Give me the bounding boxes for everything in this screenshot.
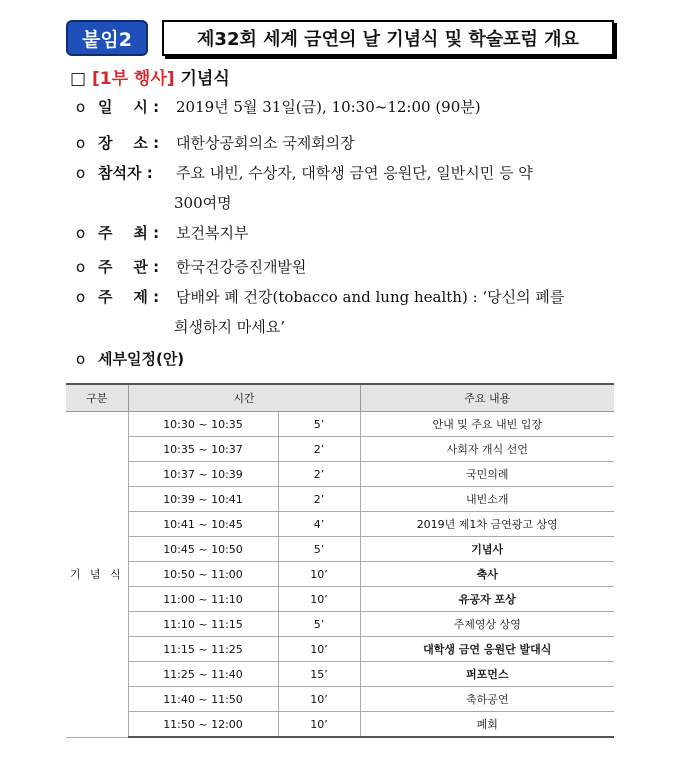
content-cell: 폐회 (360, 712, 614, 738)
table-row (66, 537, 614, 562)
table-row (66, 412, 614, 437)
content-cell: 주제영상 상영 (360, 612, 614, 637)
item-label: 장 소 : (98, 134, 160, 152)
schedule-heading (76, 348, 184, 369)
table-header-row (66, 384, 614, 412)
document-header (66, 14, 614, 58)
overview-item (76, 162, 533, 184)
item-value-continued: 300여명 (174, 194, 232, 212)
overview-item (76, 256, 306, 278)
bullet-icon: o (76, 350, 86, 368)
table-row (66, 562, 614, 587)
item-value: 주요 내빈, 수상자, 대학생 금연 응원단, 일반시민 등 약 (176, 164, 533, 182)
time-cell: 10:35 ~ 10:37 (128, 437, 278, 462)
group-label: 기 념 식 (66, 412, 128, 738)
item-value-continued: 희생하지 마세요’ (174, 318, 285, 336)
document-title: 제32회 세계 금연의 날 기념식 및 학술포럼 개요 (162, 20, 614, 56)
time-cell: 11:15 ~ 11:25 (128, 637, 278, 662)
time-cell: 10:30 ~ 10:35 (128, 412, 278, 437)
item-value: 2019년 5월 31일(금), 10:30~12:00 (90분) (176, 98, 481, 116)
duration-cell: 2’ (278, 487, 360, 512)
duration-cell: 10’ (278, 687, 360, 712)
duration-cell: 5’ (278, 412, 360, 437)
item-label: 주 관 : (98, 258, 160, 276)
table-row (66, 712, 614, 738)
item-label: 주 최 : (98, 224, 160, 242)
content-cell: 기념사 (360, 537, 614, 562)
content-cell: 안내 및 주요 내빈 입장 (360, 412, 614, 437)
table-row (66, 612, 614, 637)
overview-item (76, 286, 564, 308)
duration-cell: 10’ (278, 637, 360, 662)
bullet-icon: o (76, 164, 86, 182)
content-cell: 유공자 포상 (360, 587, 614, 612)
duration-cell: 10’ (278, 562, 360, 587)
time-cell: 11:40 ~ 11:50 (128, 687, 278, 712)
item-value: 한국건강증진개발원 (176, 258, 307, 276)
content-cell: 국민의례 (360, 462, 614, 487)
overview-item (76, 132, 355, 154)
duration-cell: 5’ (278, 612, 360, 637)
table-row (66, 512, 614, 537)
table-row (66, 437, 614, 462)
overview-item (76, 96, 481, 118)
duration-cell: 5’ (278, 537, 360, 562)
time-cell: 10:41 ~ 10:45 (128, 512, 278, 537)
content-cell: 사회자 개식 선언 (360, 437, 614, 462)
item-value: 담배와 폐 건강(tobacco and lung health) : ‘당신의 폐를 (176, 288, 565, 306)
item-label: 주 제 : (98, 288, 160, 306)
content-cell: 축하공연 (360, 687, 614, 712)
checkbox-icon: □ (70, 69, 87, 89)
schedule-title: 세부일정(안) (98, 350, 185, 368)
time-cell: 10:39 ~ 10:41 (128, 487, 278, 512)
bullet-icon: o (76, 258, 86, 276)
content-cell: 대학생 금연 응원단 발대식 (360, 637, 614, 662)
table-row (66, 462, 614, 487)
overview-item (76, 222, 248, 244)
item-label: 참석자 : (98, 164, 153, 182)
bullet-icon: o (76, 98, 86, 116)
header-time: 시간 (128, 384, 360, 412)
content-cell: 내빈소개 (360, 487, 614, 512)
duration-cell: 2’ (278, 437, 360, 462)
content-cell: 2019년 제1차 금연광고 상영 (360, 512, 614, 537)
item-value: 대한상공회의소 국제회의장 (176, 134, 355, 152)
bullet-icon: o (76, 224, 86, 242)
duration-cell: 10’ (278, 587, 360, 612)
item-label: 일 시 : (98, 98, 160, 116)
section-heading (70, 64, 230, 89)
item-value: 보건복지부 (176, 224, 249, 242)
header-content: 주요 내용 (360, 384, 614, 412)
bullet-icon: o (76, 288, 86, 306)
table-row (66, 687, 614, 712)
duration-cell: 10’ (278, 712, 360, 738)
section-part-label: [1부 행사] (91, 69, 175, 89)
time-cell: 10:37 ~ 10:39 (128, 462, 278, 487)
duration-cell: 15’ (278, 662, 360, 687)
bullet-icon: o (76, 134, 86, 152)
content-cell: 퍼포먼스 (360, 662, 614, 687)
attachment-badge: 붙임2 (66, 20, 148, 56)
schedule-table (66, 383, 614, 738)
time-cell: 10:50 ~ 11:00 (128, 562, 278, 587)
duration-cell: 4’ (278, 512, 360, 537)
time-cell: 11:00 ~ 11:10 (128, 587, 278, 612)
table-row (66, 662, 614, 687)
time-cell: 11:50 ~ 12:00 (128, 712, 278, 738)
content-cell: 축사 (360, 562, 614, 587)
table-row (66, 487, 614, 512)
time-cell: 10:45 ~ 10:50 (128, 537, 278, 562)
time-cell: 11:10 ~ 11:15 (128, 612, 278, 637)
table-row (66, 637, 614, 662)
table-row (66, 587, 614, 612)
duration-cell: 2’ (278, 462, 360, 487)
header-category: 구분 (66, 384, 128, 412)
time-cell: 11:25 ~ 11:40 (128, 662, 278, 687)
section-name: 기념식 (180, 69, 230, 89)
